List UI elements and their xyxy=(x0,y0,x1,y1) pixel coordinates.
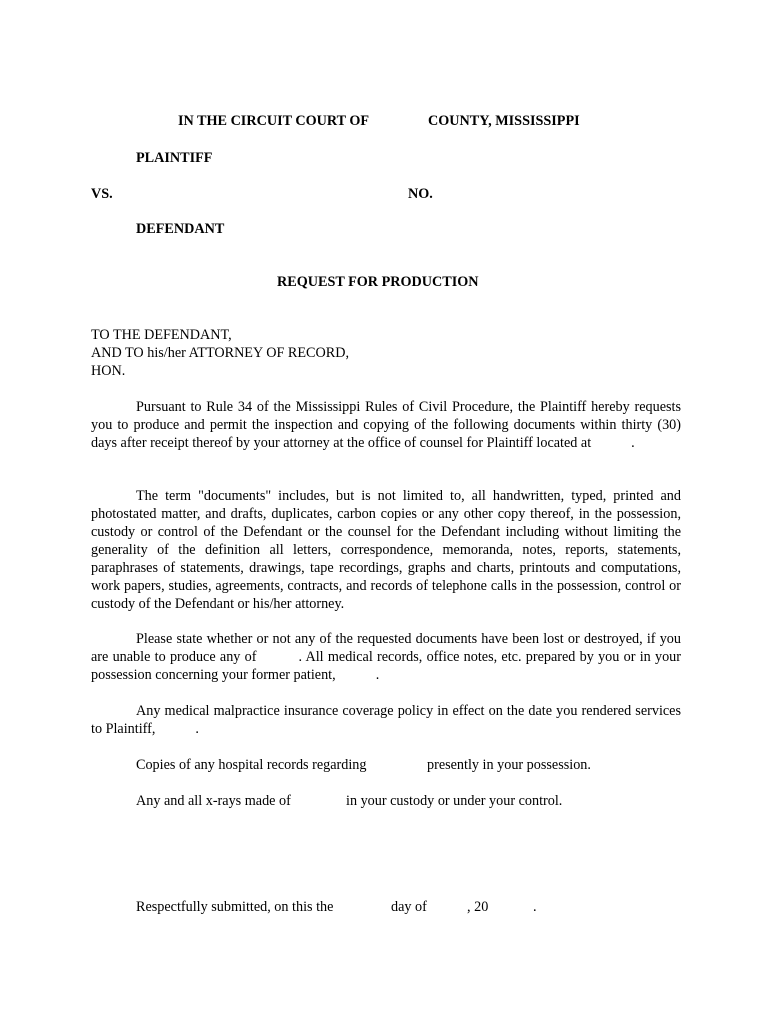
paragraph-insurance-end: . xyxy=(195,721,199,737)
paragraph-rule-34-text: Pursuant to Rule 34 of the Mississippi Rules of Civil Procedure, the Plaintiff hereby requests you to produce and permit the inspection and copying of the following documents within thirty (30) days after receipt thereof by your attorney at the office of counsel for Plaintiff located at xyxy=(91,399,681,451)
paragraph-lost-documents xyxy=(91,630,681,684)
address-line-1: TO THE DEFENDANT, xyxy=(91,327,232,343)
case-number-label: NO. xyxy=(408,186,433,202)
closing-year-prefix: , 20 xyxy=(467,899,489,915)
vs-label: VS. xyxy=(91,186,113,202)
paragraph-hospital-records-a: Copies of any hospital records regarding xyxy=(136,757,367,773)
paragraph-lost-documents-text-a: Please state whether or not any of the requested documents have been lost or destroyed, if you are unable to produce any of xyxy=(91,631,681,665)
paragraph-insurance xyxy=(91,702,681,738)
closing-period: . xyxy=(533,899,537,915)
closing-day-of: day of xyxy=(391,899,427,915)
paragraph-xrays-b: in your custody or under your control. xyxy=(346,793,563,809)
court-prefix: IN THE CIRCUIT COURT OF xyxy=(178,113,370,129)
paragraph-documents-definition-text: The term "documents" includes, but is not limited to, all handwritten, typed, printed and photostated matter, and drafts, duplicates, carbon copies or any other copy thereof, in the possession, custody or control of the Defendant or the counsel for the Defendant including without limiting the generality of the definition all letters, correspondence, memoranda, notes, reports, statements, paraphrases of statements, drawings, tape recordings, graphs and charts, printouts and computations, work papers, studies, agreements, contracts, and records of telephone calls in the possession, control or custody of the Defendant or his/her attorney. xyxy=(91,488,681,612)
address-line-3: HON. xyxy=(91,363,126,379)
paragraph-rule-34 xyxy=(91,398,681,452)
closing-text: Respectfully submitted, on this the xyxy=(136,899,334,915)
document-title: REQUEST FOR PRODUCTION xyxy=(277,274,479,290)
paragraph-lost-documents-text-b: . All medical records, office notes, etc. prepared by you or in your possession concerning your former patient, xyxy=(91,649,682,683)
plaintiff-label: PLAINTIFF xyxy=(136,150,213,166)
defendant-label: DEFENDANT xyxy=(136,221,225,237)
paragraph-rule-34-end: . xyxy=(631,435,635,451)
paragraph-lost-documents-end: . xyxy=(375,667,380,683)
paragraph-hospital-records-b: presently in your possession. xyxy=(427,757,591,773)
paragraph-xrays-a: Any and all x-rays made of xyxy=(136,793,291,809)
court-suffix: COUNTY, MISSISSIPPI xyxy=(428,113,580,129)
paragraph-insurance-text: Any medical malpractice insurance coverage policy in effect on the date you rendered services to Plaintiff, xyxy=(91,703,681,737)
paragraph-documents-definition xyxy=(91,487,681,613)
address-line-2: AND TO his/her ATTORNEY OF RECORD, xyxy=(91,345,350,361)
